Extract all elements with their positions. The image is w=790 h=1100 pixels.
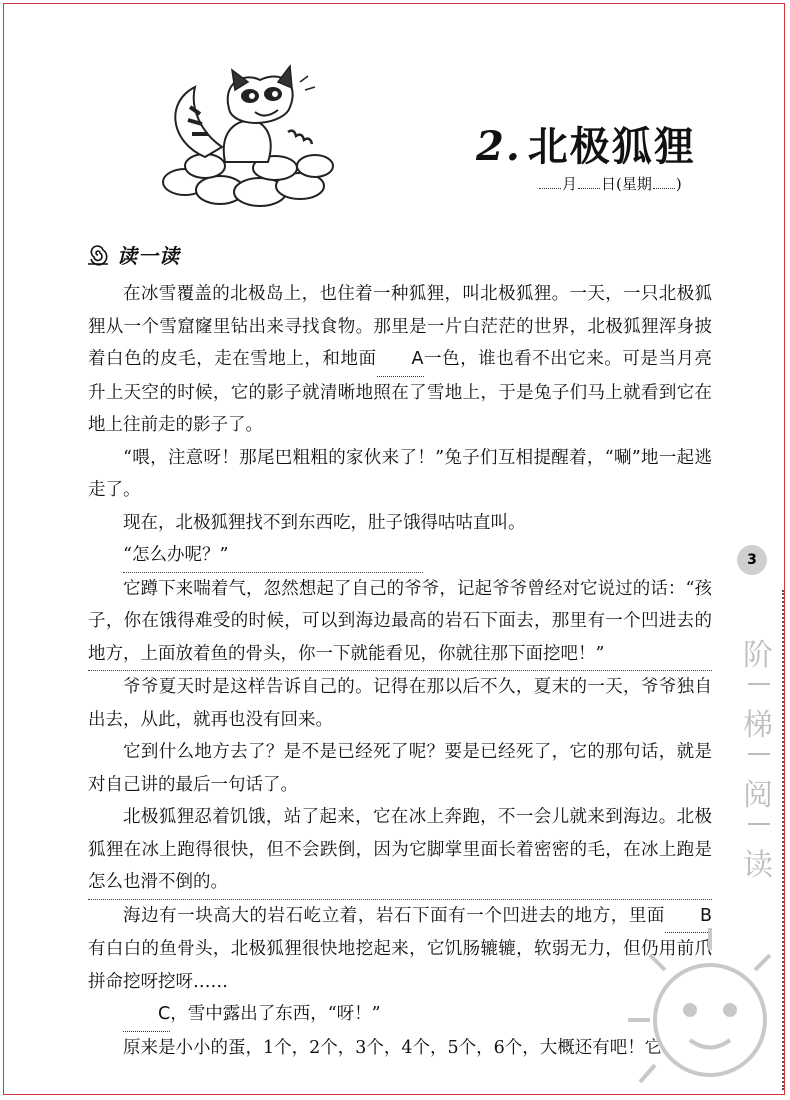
lesson-title-text: 北极狐狸	[527, 123, 696, 170]
side-char-1: 阶	[743, 638, 773, 673]
blank-b[interactable]: B	[665, 900, 712, 934]
sun-watermark	[595, 870, 790, 1100]
paragraph-1-part-2: 一色，谁也看不出它来。可是当月亮升上天空的时候，它的影子就清晰地照在了雪地上，于是兔子们马上就看到它在地上往前走的影子了。	[88, 349, 713, 435]
paragraph-2: “喂，注意呀！那尾巴粗粗的家伙来了！”兔子们互相提醒着，“唰”地一起逃走了。	[88, 447, 712, 500]
section-label: 读一读	[117, 244, 180, 268]
side-char-3: 阅	[743, 778, 773, 813]
swirl-icon	[85, 243, 111, 267]
lesson-title	[476, 115, 696, 172]
day-label: 日	[601, 175, 617, 193]
paragraph-1-part-1: 在冰雪覆盖的北极岛上，也住着一种狐狸，叫北极狐狸。一天，一只北极狐狸从一个雪窟窿里钻出来寻找食物。那里是一片白茫茫的世界，北极狐狸浑身披着白色的皮毛，走在雪地上，和地面	[88, 284, 712, 369]
side-divider-3	[748, 823, 770, 825]
paragraph-8: 北极狐狸忍着饥饿，站了起来，它在冰上奔跑，不一会儿就来到海边。北极狐狸在冰上跑得很快，但不会跌倒，因为它脚掌里面长着密密的毛，在冰上跑是怎么也滑不倒的。	[88, 801, 712, 900]
weekday-blank[interactable]	[653, 188, 675, 189]
paragraph-6: 爷爷夏天时是这样告诉自己的。记得在那以后不久，夏末的一天，爷爷独自出去，从此，就再也没有回来。	[88, 677, 712, 730]
paragraph-3: 现在，北极狐狸找不到东西吃，肚子饿得咕咕直叫。	[123, 512, 526, 533]
blank-c[interactable]: C	[123, 998, 170, 1032]
fox-illustration	[150, 62, 350, 212]
paragraph-9-part-2: 有白白的鱼骨头，北极狐狸很快地挖起来，它饥肠辘辘，软弱无力，但仍用前爪拼命挖呀挖呀……	[88, 939, 712, 992]
paragraph-5: 它蹲下来喘着气，忽然想起了自己的爷爷，记起爷爷曾经对它说过的话：“孩子，你在饿得难受的时候，可以到海边最高的岩石下面去，那里有一个凹进去的地方，上面放着鱼的骨头，你一下就能看见，你就往那下面挖吧！”	[88, 573, 712, 672]
date-line	[538, 173, 682, 194]
weekday-label: (星期	[616, 175, 652, 193]
paragraph-9-part-1: 海边有一块高大的岩石屹立着，岩石下面有一个凹进去的地方，里面	[123, 905, 665, 926]
paragraph-7: 它到什么地方去了？是不是已经死了呢？要是已经死了，它的那句话，就是对自己讲的最后一句话了。	[88, 742, 712, 795]
day-blank[interactable]	[578, 188, 600, 189]
paragraph-11: 原来是小小的蛋，1个，2个，3个，4个，5个，6个，大概还有吧！它	[123, 1037, 663, 1058]
side-divider-2	[748, 753, 770, 755]
side-divider-1	[748, 683, 770, 685]
month-blank[interactable]	[539, 188, 561, 189]
page-number-badge: 3	[737, 545, 767, 575]
paragraph-10-text: ，雪中露出了东西，“呀！”	[170, 1004, 381, 1024]
paragraph-1	[88, 278, 712, 442]
paragraph-4	[88, 539, 712, 573]
lesson-number: 2.	[476, 123, 522, 170]
month-label: 月	[562, 175, 578, 193]
paragraph-4-text: “怎么办呢？”	[123, 539, 423, 573]
section-heading	[85, 240, 180, 269]
weekday-close: )	[675, 175, 682, 193]
side-char-4: 读	[743, 848, 773, 883]
side-char-2: 梯	[743, 708, 773, 743]
blank-a[interactable]: A	[377, 343, 424, 377]
